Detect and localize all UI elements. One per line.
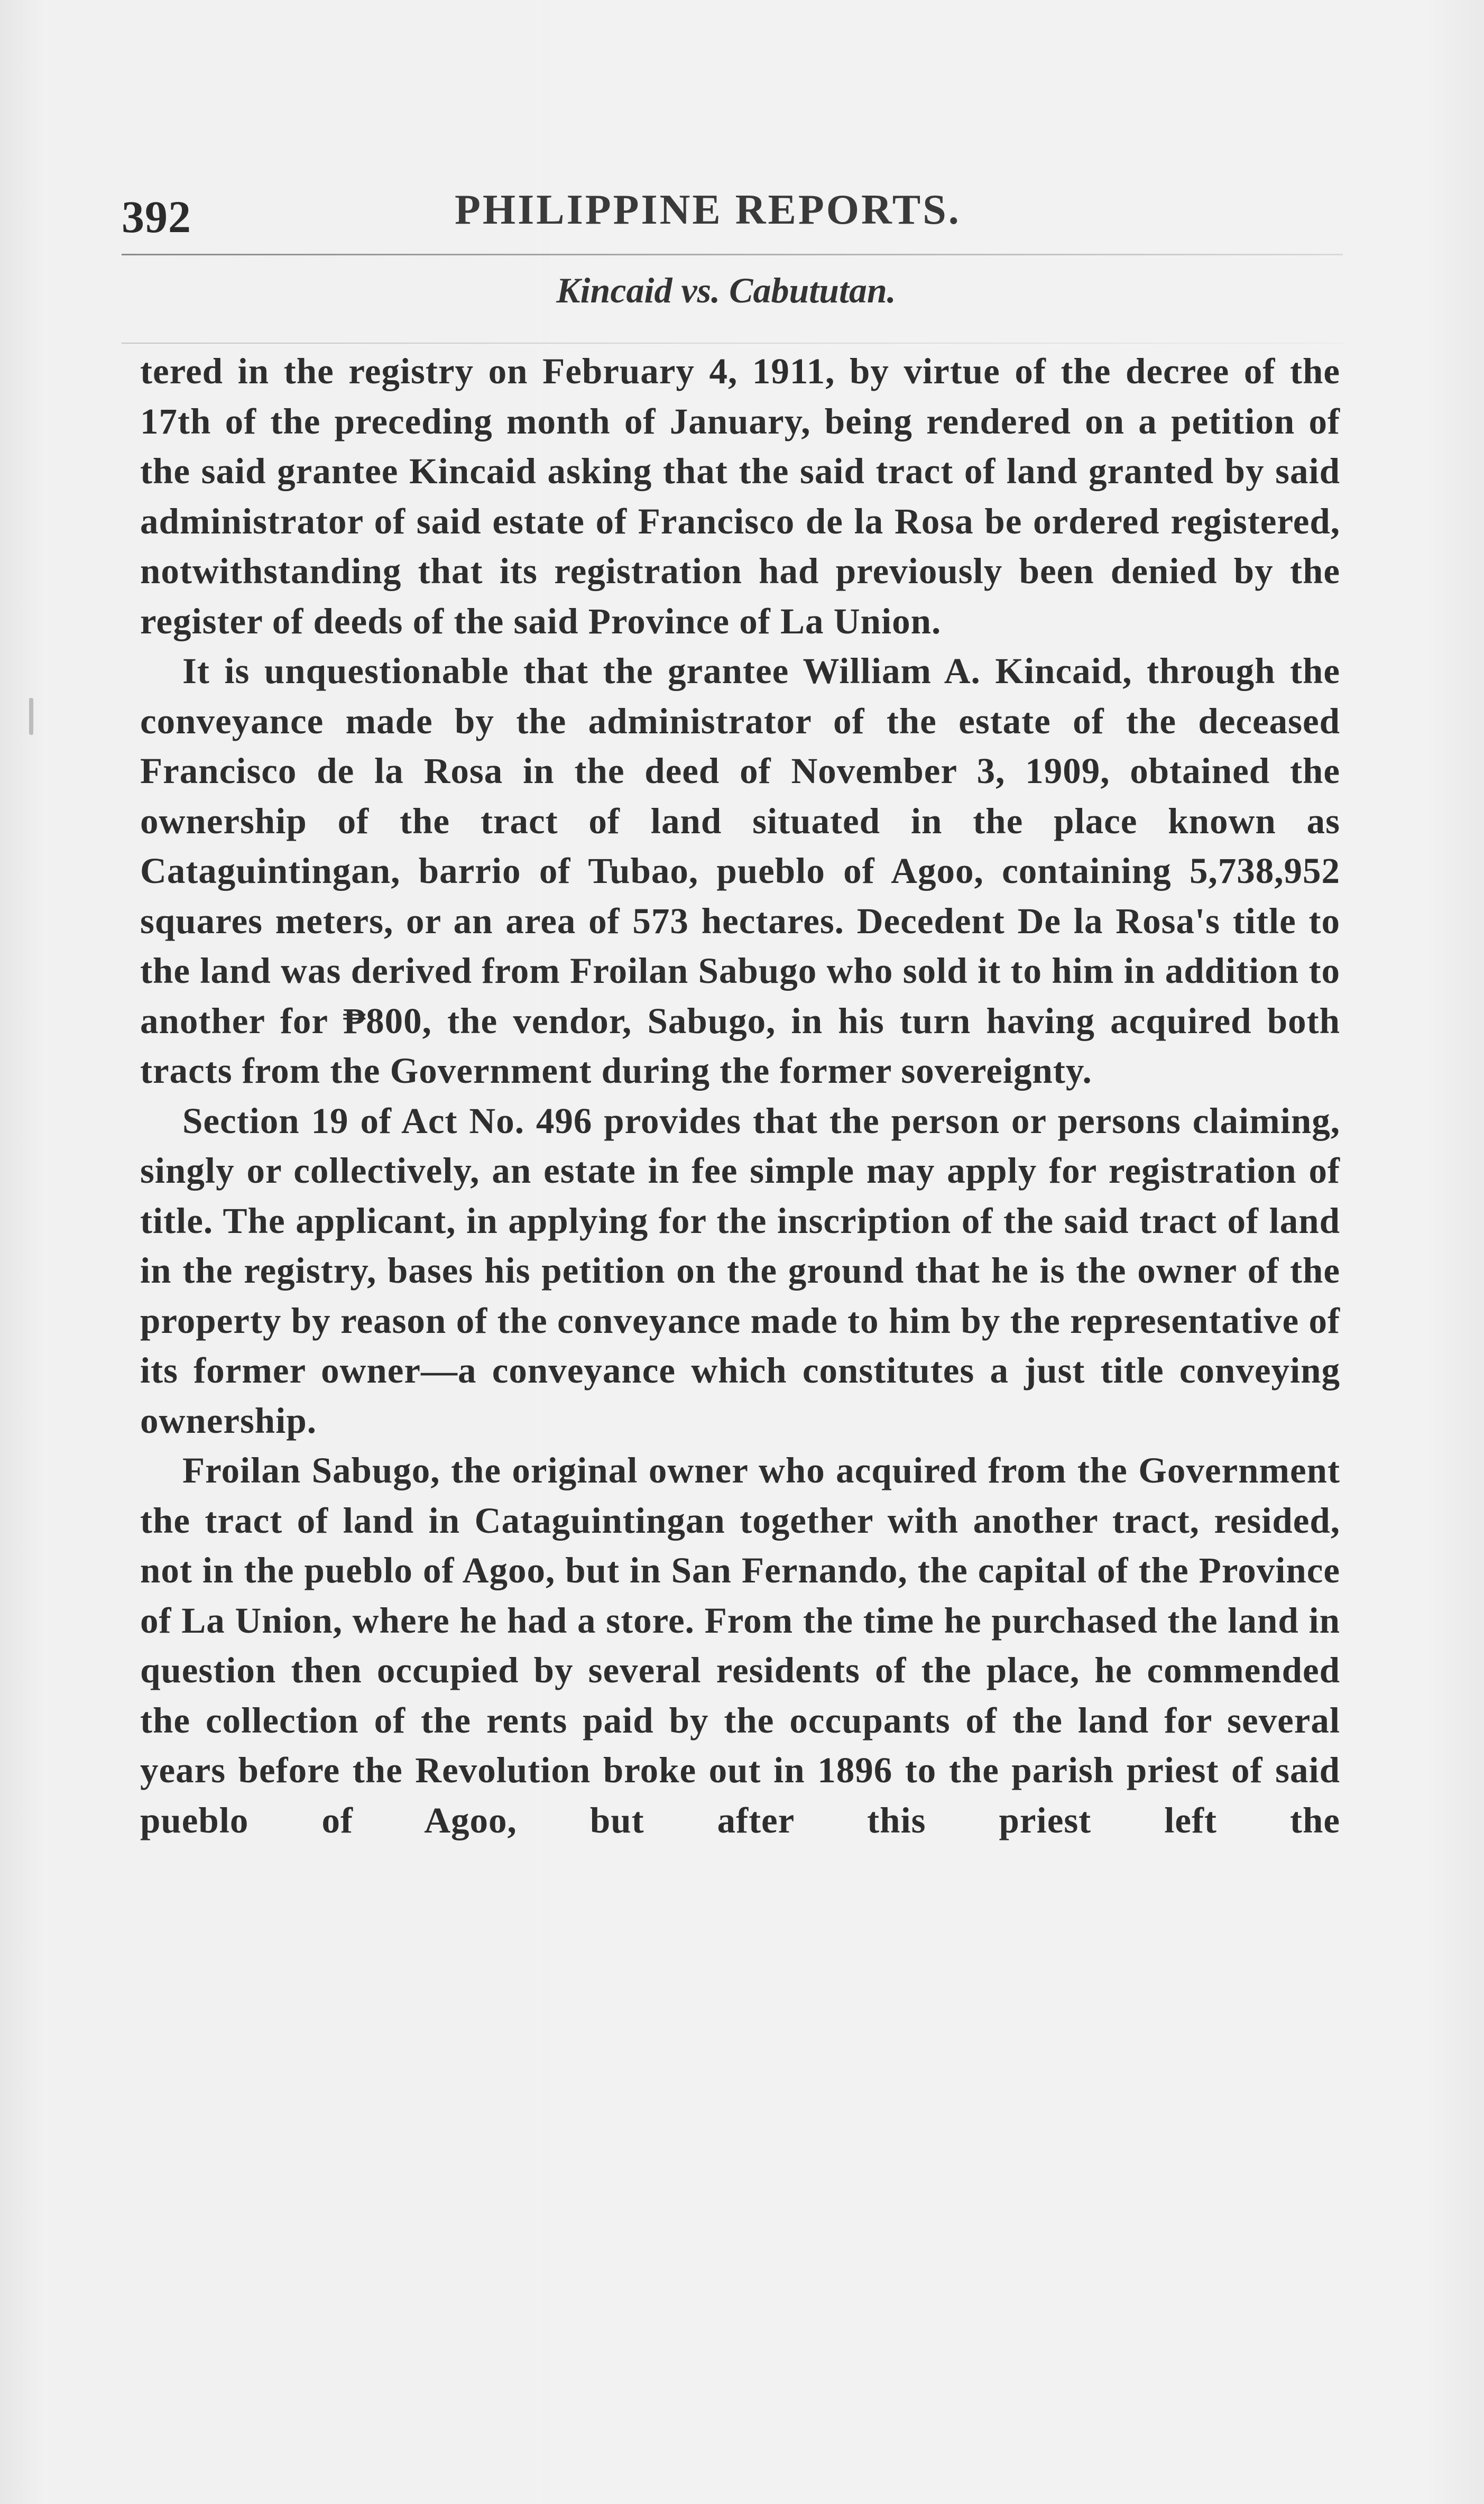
paragraph-4: Froilan Sabugo, the original owner who acquired from the Government the tract of land in Cataguintingan together with another tract, resided, not in the pueblo of Agoo, but in San Fernando, the capital of the Province of La Union, where he had a store. From the time he purchased the land in question then occupied by several residents of the place, he commended the collection of the rents paid by the occupants of the land for several years before the Revolution broke out in 1896 to the parish priest of said pueblo of Agoo, but after this priest left the <box>140 1450 1340 1840</box>
body-text <box>140 346 1340 1845</box>
paragraph-2: It is unquestionable that the grantee William A. Kincaid, through the conveyance made by the administrator of the estate of the deceased Francisco de la Rosa in the deed of November 3, 1909, obtained the ownership of the tract of land situated in the place known as Cataguintingan, barrio of Tubao, pueblo of Agoo, containing 5,738,952 squares meters, or an area of 573 hectares. Decedent De la Rosa's title to the land was derived from Froilan Sabugo who sold it to him in addition to another for ₱800, the vendor, Sabugo, in his turn having acquired both tracts from the Government during the former sovereignty. <box>140 651 1340 1091</box>
running-head: PHILIPPINE REPORTS. <box>455 187 961 233</box>
paragraph-3: Section 19 of Act No. 496 provides that the person or persons claiming, singly or collectively, an estate in fee simple may apply for registration of title. The applicant, in applying for the inscription of the said tract of land in the registry, bases his petition on the ground that he is the owner of the property by reason of the conveyance made to him by the representative of its former owner—a conveyance which constitutes a just title conveying ownership. <box>140 1100 1340 1441</box>
margin-mark <box>29 698 33 735</box>
paragraph-1: tered in the registry on February 4, 1911, by virtue of the decree of the 17th of the preceding month of January, being rendered on a petition of the said grantee Kincaid asking that the said tract of land granted by said administrator of said estate of Francisco de la Rosa be ordered registered, notwithstanding that its registration had previously been denied by the register of deeds of the said Province of La Union. <box>140 351 1340 641</box>
header-rule <box>122 254 1343 255</box>
page-number: 392 <box>122 191 191 242</box>
page-header <box>122 180 1343 248</box>
case-title: Kincaid vs. Cabututan. <box>556 270 896 310</box>
title-rule <box>122 343 1343 344</box>
